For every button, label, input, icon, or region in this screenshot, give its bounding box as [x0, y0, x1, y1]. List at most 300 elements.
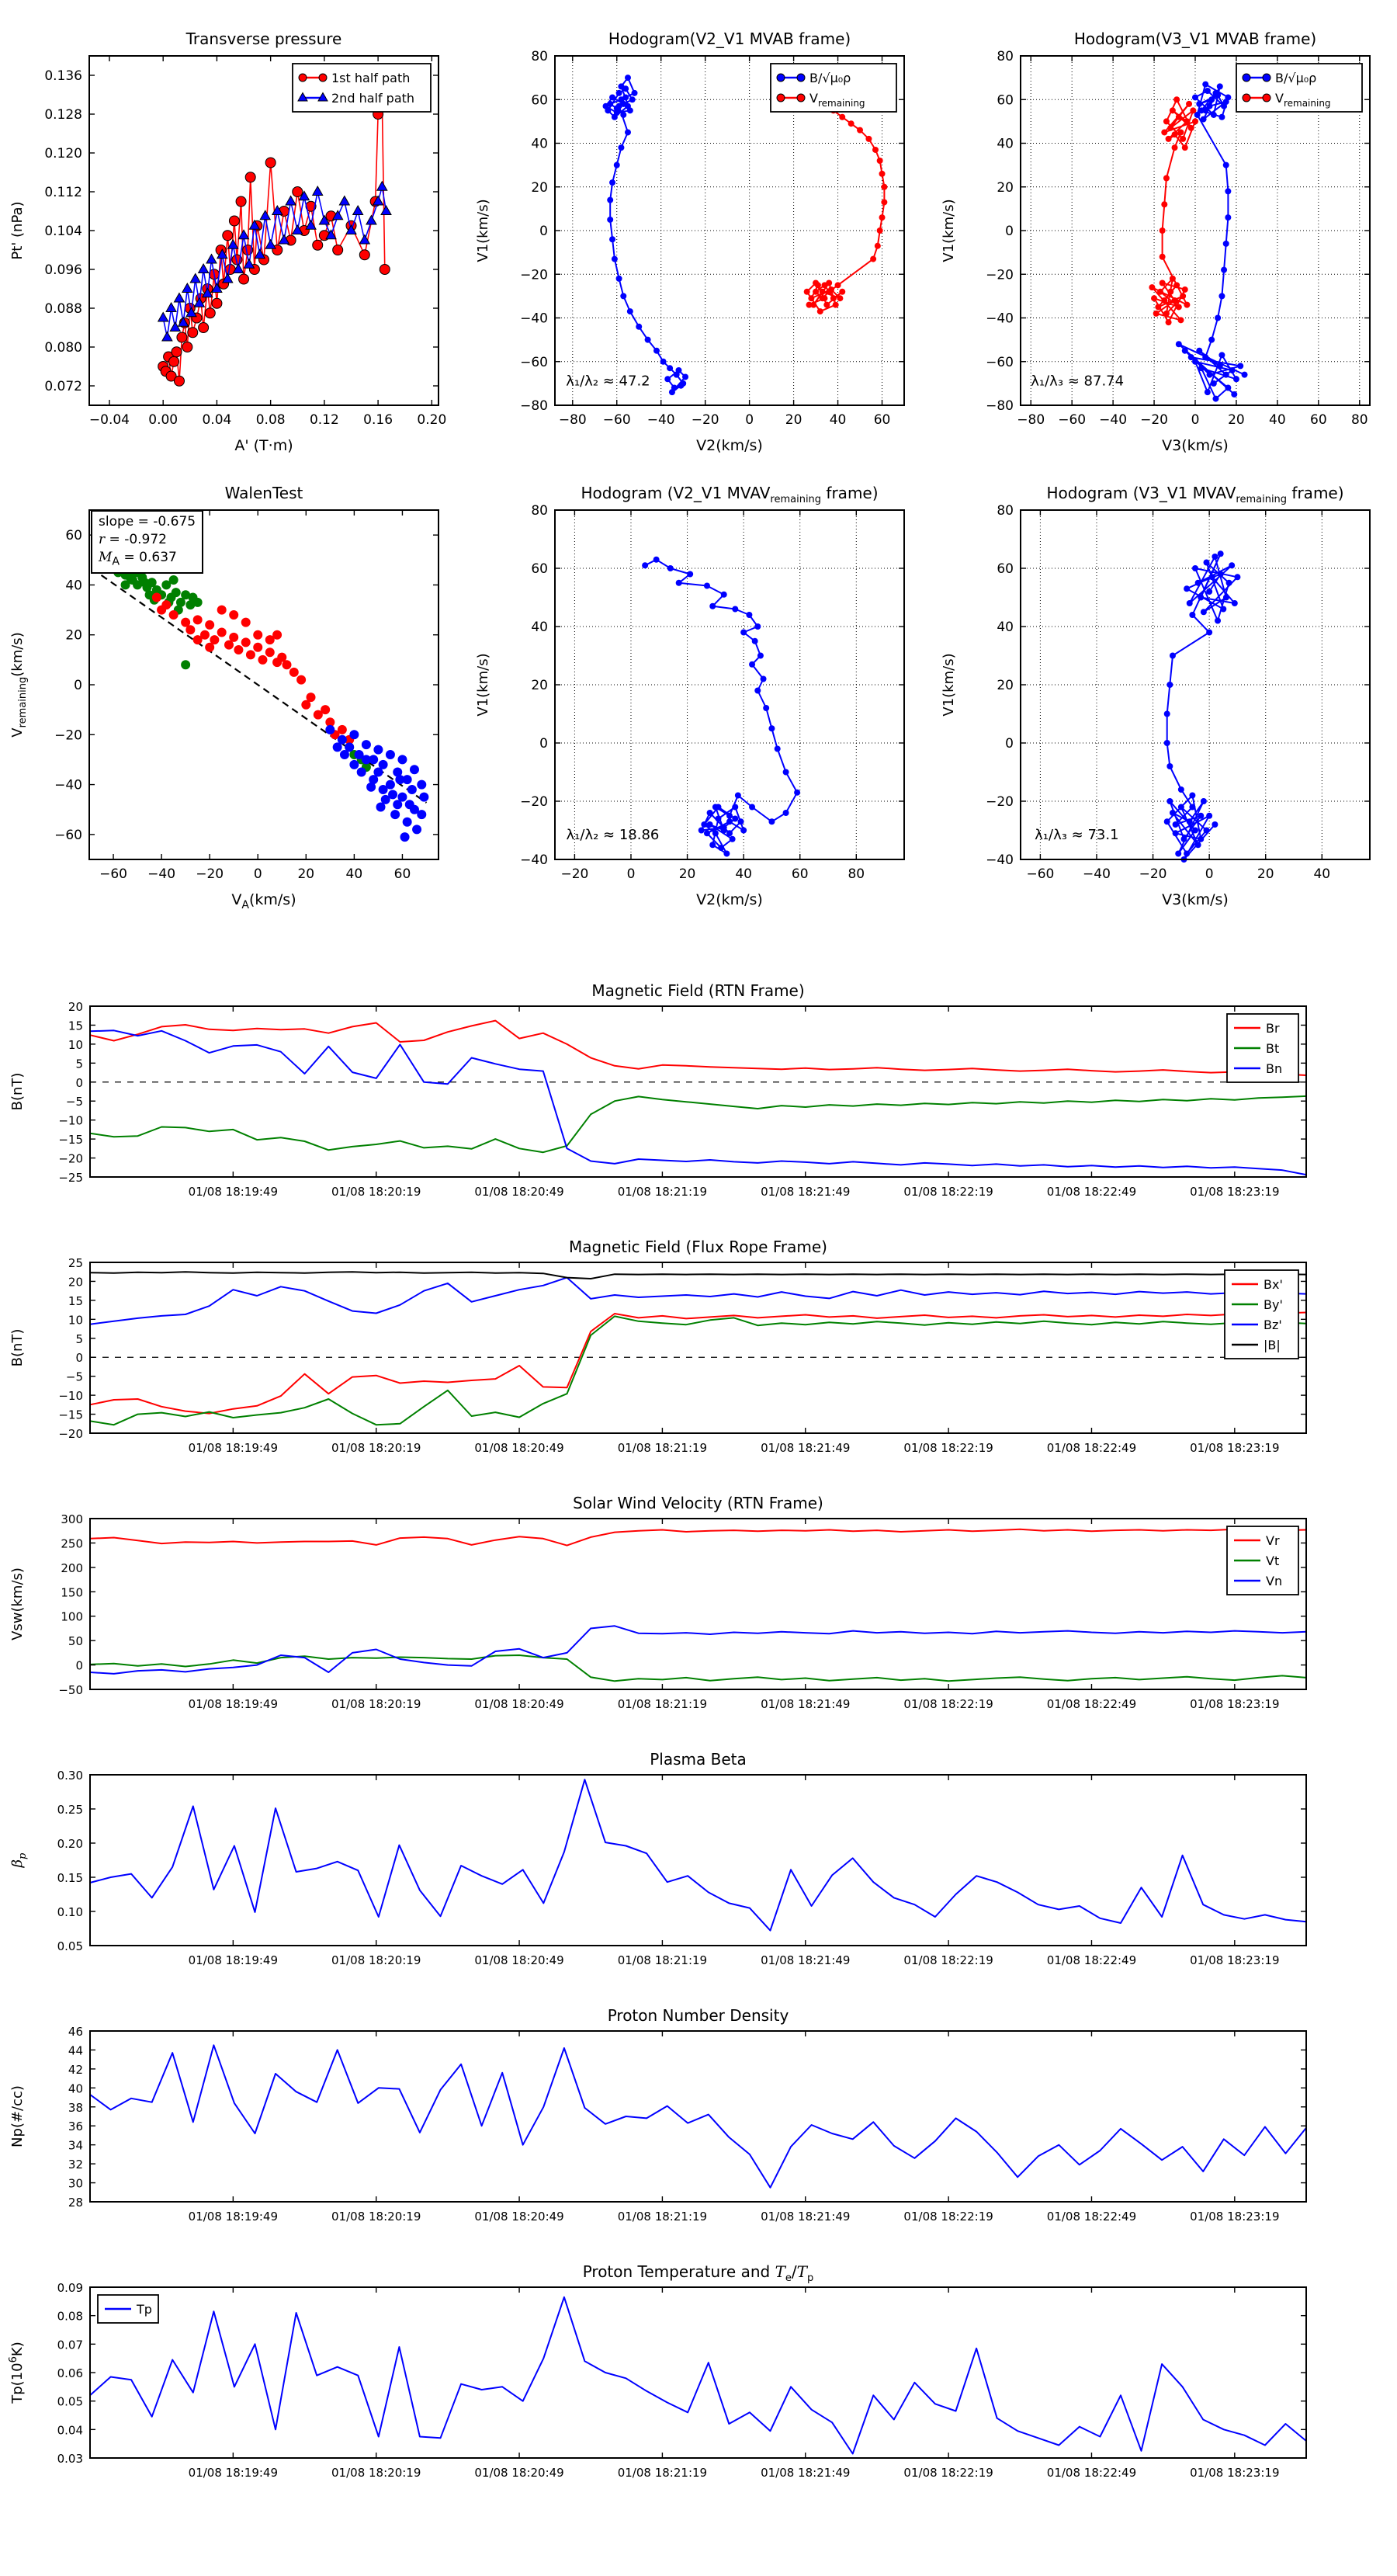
y-tick-label: 0.20	[57, 1837, 83, 1851]
series-2nd-half-path	[158, 182, 391, 341]
y-tick-label: −20	[520, 794, 548, 810]
legend	[1225, 1270, 1298, 1359]
y-axis-label: Pt' (nPa)	[9, 201, 26, 260]
walen-test-chart	[0, 504, 466, 936]
series-V-hodogram	[1164, 550, 1241, 863]
legend-label: Bt	[1266, 1041, 1280, 1056]
x-tick-label: −80	[1017, 412, 1045, 428]
grid	[555, 510, 904, 859]
y-tick-label: 40	[531, 620, 548, 635]
y-tick-label: 60	[997, 92, 1014, 109]
series-Vn	[90, 1626, 1306, 1674]
legend-label: |B|	[1264, 1338, 1281, 1352]
y-axis-label: $Tp(10^6K)$	[8, 2342, 26, 2404]
x-tick-label: 40	[1269, 412, 1286, 428]
x-tick-label: 40	[735, 866, 752, 882]
x-tick-label: 01/08 18:23:19	[1190, 1441, 1280, 1455]
x-tick-label: 01/08 18:20:19	[331, 1441, 421, 1455]
y-tick-label: 42	[68, 2062, 83, 2077]
x-tick-label: 60	[393, 866, 411, 882]
y-tick-label: 0.04	[57, 2423, 83, 2438]
x-tick-label: −80	[558, 412, 587, 428]
legend-label: Br	[1266, 1021, 1280, 1036]
annotation: λ₁/λ₃ ≈ 73.1	[1035, 826, 1119, 843]
y-tick-label: 60	[531, 561, 548, 577]
y-axis-label: B(nT)	[9, 1328, 26, 1367]
x-tick-label: 01/08 18:21:19	[617, 2466, 708, 2480]
x-tick-label: 01/08 18:23:19	[1190, 1185, 1280, 1199]
y-tick-label: 40	[997, 136, 1014, 152]
x-tick-label: 01/08 18:20:49	[474, 1697, 564, 1711]
series-green-points	[109, 561, 371, 772]
x-tick-label: 01/08 18:20:19	[331, 1185, 421, 1199]
y-tick-label: 0	[75, 1658, 83, 1673]
proton-number-density-chart	[0, 2026, 1397, 2259]
y-axis-label: Np(#/cc)	[9, 2085, 26, 2147]
x-tick-label: 01/08 18:22:49	[1046, 1441, 1137, 1455]
legend-label: Vn	[1266, 1574, 1283, 1588]
x-tick-label: 0.16	[363, 412, 393, 428]
y-tick-label: 30	[68, 2176, 83, 2191]
x-axis-label: V3(km/s)	[1162, 437, 1229, 454]
chart-title-hodogram-v2v1-mvab: Hodogram(V2_V1 MVAB frame)	[608, 30, 851, 48]
y-axis-label: V1(km/s)	[941, 199, 957, 262]
y-tick-label: 10	[68, 1313, 83, 1328]
x-tick-label: −40	[1083, 866, 1111, 882]
x-tick-label: 60	[1310, 412, 1327, 428]
y-tick-label: 0.15	[57, 1871, 83, 1885]
walen-ma-text: $M_A = 0.637$	[99, 549, 177, 568]
series-Bx	[90, 1313, 1306, 1414]
panel-solar-wind-velocity	[0, 1494, 1397, 1750]
x-axis-label: $V_A(km/s)$	[231, 891, 296, 911]
y-tick-label: 20	[531, 179, 548, 196]
x-tick-label: 01/08 18:20:19	[331, 2466, 421, 2480]
y-tick-label: −10	[58, 1113, 83, 1128]
y-tick-label: 20	[68, 1275, 83, 1290]
legend-label: 1st half path	[331, 71, 411, 85]
magnetic-field-rtn-chart	[0, 1002, 1397, 1234]
legend-label: $V_{remaining}$	[1275, 91, 1331, 109]
plot-frame	[90, 2031, 1306, 2202]
y-tick-label: 20	[531, 678, 548, 693]
y-tick-label: 0.05	[57, 1939, 83, 1953]
x-tick-label: 01/08 18:21:49	[761, 1697, 851, 1711]
y-tick-label: 25	[68, 1258, 83, 1270]
x-tick-label: 01/08 18:20:19	[331, 1697, 421, 1711]
x-tick-label: 40	[345, 866, 363, 882]
x-tick-label: −20	[560, 866, 589, 882]
y-tick-label: 0.25	[57, 1803, 83, 1817]
y-tick-label: 0.07	[57, 2338, 83, 2352]
x-tick-label: −60	[602, 412, 631, 428]
legend	[1227, 1014, 1298, 1082]
x-tick-label: 01/08 18:22:49	[1046, 2210, 1137, 2224]
y-tick-label: 0.136	[44, 68, 82, 84]
y-tick-label: −50	[58, 1683, 83, 1697]
x-tick-label: 0.12	[309, 412, 339, 428]
y-tick-label: −40	[54, 777, 82, 793]
chart-title-proton-number-density: Proton Number Density	[607, 2006, 789, 2025]
panel-walen-test	[0, 468, 466, 922]
annotation: λ₁/λ₂ ≈ 47.2	[566, 373, 650, 390]
x-tick-label: 0.04	[202, 412, 232, 428]
y-tick-label: −20	[986, 794, 1014, 810]
legend-label: By'	[1264, 1297, 1283, 1312]
x-tick-label: 01/08 18:22:19	[903, 2466, 993, 2480]
x-tick-label: 40	[1313, 866, 1331, 882]
x-tick-label: 01/08 18:23:19	[1190, 2210, 1280, 2224]
x-tick-label: 20	[1257, 866, 1274, 882]
legend-label: B/√μ₀ρ	[1275, 71, 1317, 85]
x-tick-label: 01/08 18:21:49	[761, 2210, 851, 2224]
y-tick-label: 36	[68, 2119, 83, 2134]
x-tick-label: 01/08 18:20:49	[474, 1441, 564, 1455]
x-tick-label: 40	[829, 412, 847, 428]
y-tick-label: −20	[58, 1427, 83, 1441]
y-tick-label: 40	[68, 2081, 83, 2096]
x-tick-label: −60	[1026, 866, 1055, 882]
chart-title-transverse-pressure: Transverse pressure	[185, 30, 342, 48]
y-tick-label: 80	[531, 504, 548, 519]
y-tick-label: −20	[54, 727, 82, 744]
y-tick-label: 0.096	[44, 262, 82, 278]
x-tick-label: 0.00	[148, 412, 179, 428]
walen-stats-box	[91, 510, 203, 574]
axes-ticks	[68, 2026, 1306, 2224]
y-axis-label: V1(km/s)	[941, 653, 957, 717]
plot-frame	[90, 1775, 1306, 1946]
x-tick-label: 01/08 18:21:49	[761, 1185, 851, 1199]
y-tick-label: 20	[997, 678, 1014, 693]
panel-hodogram-v2v1-mvav	[466, 468, 931, 922]
legend	[1236, 64, 1362, 112]
y-tick-label: −25	[58, 1171, 83, 1185]
x-tick-label: 01/08 18:22:49	[1046, 1185, 1137, 1199]
x-tick-label: −0.04	[88, 412, 130, 428]
y-axis-label: V1(km/s)	[475, 199, 491, 262]
y-tick-label: 80	[997, 50, 1014, 64]
y-tick-label: 0	[75, 1351, 83, 1366]
axes-ticks	[57, 2283, 1306, 2480]
x-tick-label: 01/08 18:22:19	[903, 1185, 993, 1199]
y-tick-label: 60	[65, 528, 82, 544]
chart-title-walen-test: WalenTest	[224, 484, 303, 502]
y-tick-label: 0	[539, 224, 548, 239]
y-tick-label: 80	[997, 504, 1014, 519]
series-beta-p	[90, 1779, 1306, 1930]
series-Babs	[90, 1272, 1306, 1279]
x-tick-label: 01/08 18:19:49	[188, 1697, 279, 1711]
axes-ticks	[57, 1770, 1306, 1967]
x-tick-label: 01/08 18:22:19	[903, 1697, 993, 1711]
y-tick-label: −60	[520, 354, 548, 370]
x-tick-label: 01/08 18:22:49	[1046, 1953, 1137, 1967]
panel-proton-temperature	[0, 2262, 1397, 2519]
axes-ticks	[58, 1514, 1306, 1711]
legend-label: Vt	[1266, 1554, 1280, 1568]
x-tick-label: −40	[147, 866, 176, 882]
hodogram-v3v1-mvav-chart	[931, 504, 1397, 936]
y-tick-label: −20	[520, 267, 548, 283]
x-tick-label: 01/08 18:22:19	[903, 1441, 993, 1455]
panel-transverse-pressure	[0, 14, 466, 468]
hodogram-grid	[0, 14, 1397, 922]
transverse-pressure-chart	[0, 50, 466, 482]
legend-label: Bz'	[1264, 1318, 1282, 1332]
y-tick-label: −15	[58, 1408, 83, 1422]
y-tick-label: 28	[68, 2196, 83, 2210]
plot-frame	[90, 1262, 1306, 1433]
series-Tp	[90, 2297, 1306, 2454]
legend-label: Vr	[1266, 1533, 1280, 1548]
panel-hodogram-v3v1-mvav	[931, 468, 1397, 922]
x-tick-label: 01/08 18:21:49	[761, 1953, 851, 1967]
y-axis-label: $V_{remaining}(km/s)$	[9, 632, 29, 738]
time-series-stack	[0, 981, 1397, 2519]
y-tick-label: 15	[68, 1293, 83, 1308]
x-tick-label: 01/08 18:21:49	[761, 1441, 851, 1455]
y-tick-label: 46	[68, 2026, 83, 2039]
y-tick-label: 15	[68, 1019, 83, 1033]
y-tick-label: 80	[531, 50, 548, 64]
x-axis-label: V2(km/s)	[696, 437, 763, 454]
x-tick-label: 0	[253, 866, 262, 882]
y-tick-label: −40	[986, 311, 1014, 327]
x-tick-label: 01/08 18:19:49	[188, 2466, 279, 2480]
y-axis-label: $\beta_p$	[9, 1852, 29, 1868]
x-tick-label: −40	[1099, 412, 1128, 428]
x-tick-label: 20	[297, 866, 315, 882]
x-tick-label: 60	[791, 866, 809, 882]
chart-title-hodogram-v2v1-mvav: Hodogram (V2_V1 $MVAV_{remaining}$ frame)	[581, 484, 879, 505]
magnetic-field-flux-rope-chart	[0, 1258, 1397, 1491]
x-tick-label: 01/08 18:20:19	[331, 2210, 421, 2224]
legend-label: $V_{remaining}$	[809, 91, 865, 109]
legend	[98, 2295, 158, 2323]
y-tick-label: −80	[520, 398, 548, 414]
x-tick-label: 01/08 18:22:19	[903, 2210, 993, 2224]
chart-title-magnetic-field-rtn: Magnetic Field (RTN Frame)	[591, 981, 805, 1000]
y-tick-label: −20	[986, 267, 1014, 283]
x-tick-label: 20	[785, 412, 802, 428]
x-tick-label: 60	[873, 412, 891, 428]
series-Br	[90, 1021, 1306, 1075]
hodogram-v2v1-mvav-chart	[466, 504, 931, 936]
walen-r-text: r = -0.972	[99, 531, 167, 547]
y-tick-label: 0.05	[57, 2394, 83, 2409]
chart-title-hodogram-v3v1-mvab: Hodogram(V3_V1 MVAB frame)	[1073, 30, 1317, 48]
x-tick-label: 01/08 18:20:49	[474, 1953, 564, 1967]
y-tick-label: 0.06	[57, 2366, 83, 2380]
x-tick-label: 01/08 18:21:19	[617, 1953, 708, 1967]
legend-label: B/√μ₀ρ	[809, 71, 851, 85]
hodogram-v2v1-mvab-chart	[466, 50, 931, 482]
x-tick-label: 20	[1228, 412, 1245, 428]
x-tick-label: 01/08 18:19:49	[188, 2210, 279, 2224]
proton-temperature-chart	[0, 2283, 1397, 2515]
legend	[293, 64, 431, 112]
y-tick-label: 300	[61, 1514, 83, 1526]
y-tick-label: 34	[68, 2138, 83, 2153]
x-tick-label: 01/08 18:21:19	[617, 1441, 708, 1455]
x-axis-label: A' (T·m)	[234, 437, 293, 454]
x-tick-label: 01/08 18:21:19	[617, 1697, 708, 1711]
x-tick-label: 01/08 18:23:19	[1190, 1953, 1280, 1967]
y-tick-label: 200	[61, 1561, 83, 1575]
x-tick-label: 80	[848, 866, 865, 882]
chart-title-magnetic-field-flux-rope: Magnetic Field (Flux Rope Frame)	[569, 1238, 827, 1256]
x-tick-label: 01/08 18:23:19	[1190, 2466, 1280, 2480]
x-tick-label: −40	[647, 412, 675, 428]
y-tick-label: 38	[68, 2100, 83, 2115]
x-tick-label: −60	[1058, 412, 1087, 428]
y-axis-label: V1(km/s)	[475, 653, 491, 717]
plot-frame	[90, 2287, 1306, 2458]
y-tick-label: 0.104	[44, 224, 82, 239]
plasma-beta-chart	[0, 1770, 1397, 2003]
chart-title-solar-wind-velocity: Solar Wind Velocity (RTN Frame)	[573, 1494, 823, 1512]
legend-label: Tp	[137, 2302, 152, 2317]
walen-slope-text: slope = -0.675	[99, 514, 196, 529]
y-tick-label: −80	[986, 398, 1014, 414]
y-tick-label: 0.112	[44, 185, 82, 200]
y-tick-label: 60	[997, 561, 1014, 577]
y-tick-label: 0.088	[44, 301, 82, 317]
series-V-hodogram	[802, 92, 888, 314]
y-axis-label: Vsw(km/s)	[9, 1567, 26, 1640]
x-tick-label: −20	[1139, 866, 1167, 882]
y-tick-label: −5	[65, 1370, 83, 1384]
x-tick-label: 0	[745, 412, 754, 428]
annotation: λ₁/λ₃ ≈ 87.74	[1031, 373, 1125, 390]
series-Np	[90, 2045, 1306, 2187]
panel-magnetic-field-rtn	[0, 981, 1397, 1238]
y-tick-label: −40	[986, 852, 1014, 868]
legend-label: Bx'	[1264, 1277, 1283, 1292]
x-tick-label: 01/08 18:19:49	[188, 1953, 279, 1967]
y-tick-label: −10	[58, 1389, 83, 1404]
x-tick-label: 80	[1350, 412, 1368, 428]
y-tick-label: 0	[539, 736, 548, 752]
y-tick-label: 0	[1005, 736, 1014, 752]
y-tick-label: 100	[61, 1609, 83, 1624]
y-tick-label: 0.072	[44, 379, 82, 394]
y-tick-label: 0.03	[57, 2452, 83, 2466]
y-tick-label: −40	[520, 311, 548, 327]
x-tick-label: 01/08 18:19:49	[188, 1185, 279, 1199]
chart-title-proton-temperature: Proton Temperature and $T_e/T_p$	[582, 2262, 814, 2284]
y-tick-label: 0	[1005, 224, 1014, 239]
series-By	[90, 1316, 1306, 1425]
x-tick-label: 0.20	[417, 412, 447, 428]
series-Vr	[90, 1529, 1306, 1546]
y-tick-label: 0.120	[44, 146, 82, 161]
solar-wind-velocity-chart	[0, 1514, 1397, 1747]
y-tick-label: 0	[75, 1075, 83, 1090]
y-tick-label: 0.10	[57, 1905, 83, 1919]
hodogram-v3v1-mvab-chart	[931, 50, 1397, 482]
x-tick-label: 01/08 18:22:19	[903, 1953, 993, 1967]
x-tick-label: 01/08 18:21:19	[617, 1185, 708, 1199]
series-blue-points	[325, 725, 428, 842]
x-tick-label: −60	[99, 866, 127, 882]
y-tick-label: 0.09	[57, 2283, 83, 2295]
y-tick-label: 250	[61, 1536, 83, 1551]
y-tick-label: 20	[997, 179, 1014, 196]
series-B-hodogram	[603, 75, 689, 395]
legend-label: Bn	[1266, 1061, 1283, 1076]
y-tick-label: 150	[61, 1585, 83, 1600]
series-V-hodogram	[642, 557, 800, 857]
y-tick-label: 32	[68, 2158, 83, 2172]
y-tick-label: −15	[58, 1133, 83, 1147]
x-tick-label: 01/08 18:20:49	[474, 2466, 564, 2480]
x-tick-label: −20	[691, 412, 719, 428]
y-tick-label: 40	[997, 620, 1014, 635]
chart-title-hodogram-v3v1-mvav: Hodogram (V3_V1 $MVAV_{remaining}$ frame)	[1046, 484, 1344, 505]
y-tick-label: 20	[65, 627, 82, 644]
plot-frame	[90, 1519, 1306, 1689]
x-tick-label: 01/08 18:23:19	[1190, 1697, 1280, 1711]
x-tick-label: 0	[626, 866, 636, 882]
y-tick-label: −5	[65, 1095, 83, 1109]
plot-frame	[90, 1006, 1306, 1177]
y-tick-label: −40	[520, 852, 548, 868]
y-tick-label: 50	[68, 1634, 83, 1649]
x-tick-label: 01/08 18:22:49	[1046, 1697, 1137, 1711]
chart-title-plasma-beta: Plasma Beta	[650, 1750, 747, 1769]
x-tick-label: −20	[196, 866, 224, 882]
x-tick-label: 0.08	[255, 412, 286, 428]
series-Bt	[90, 1096, 1306, 1152]
axes-ticks	[58, 1258, 1306, 1455]
y-tick-label: 0.30	[57, 1770, 83, 1783]
panel-hodogram-v3v1-mvab	[931, 14, 1397, 468]
y-tick-label: 40	[65, 578, 82, 594]
x-tick-label: 0	[1191, 412, 1200, 428]
x-tick-label: 01/08 18:20:49	[474, 1185, 564, 1199]
y-tick-label: −60	[986, 354, 1014, 370]
x-tick-label: 01/08 18:19:49	[188, 1441, 279, 1455]
y-tick-label: 0.080	[44, 340, 82, 356]
y-tick-label: 5	[75, 1057, 83, 1071]
y-tick-label: 0.128	[44, 107, 82, 123]
y-tick-label: 10	[68, 1037, 83, 1052]
annotation: λ₁/λ₂ ≈ 18.86	[566, 826, 660, 843]
y-tick-label: 60	[531, 92, 548, 109]
panel-plasma-beta	[0, 1750, 1397, 2006]
panel-proton-number-density	[0, 2006, 1397, 2262]
y-tick-label: 5	[75, 1331, 83, 1346]
x-axis-label: V3(km/s)	[1162, 891, 1229, 908]
y-tick-label: 44	[68, 2043, 83, 2058]
y-tick-label: 20	[68, 1002, 83, 1014]
y-tick-label: −20	[58, 1151, 83, 1166]
y-tick-label: 40	[531, 136, 548, 152]
y-tick-label: 0	[74, 678, 82, 693]
y-tick-label: 0.08	[57, 2309, 83, 2324]
series-1st-half-path	[158, 95, 390, 387]
legend-label: 2nd half path	[331, 91, 415, 106]
x-tick-label: 01/08 18:20:19	[331, 1953, 421, 1967]
x-tick-label: −20	[1140, 412, 1169, 428]
x-tick-label: 0	[1205, 866, 1214, 882]
y-axis-label: B(nT)	[9, 1072, 26, 1111]
x-tick-label: 01/08 18:21:19	[617, 2210, 708, 2224]
panel-magnetic-field-flux-rope	[0, 1238, 1397, 1494]
y-tick-label: −60	[54, 827, 82, 843]
